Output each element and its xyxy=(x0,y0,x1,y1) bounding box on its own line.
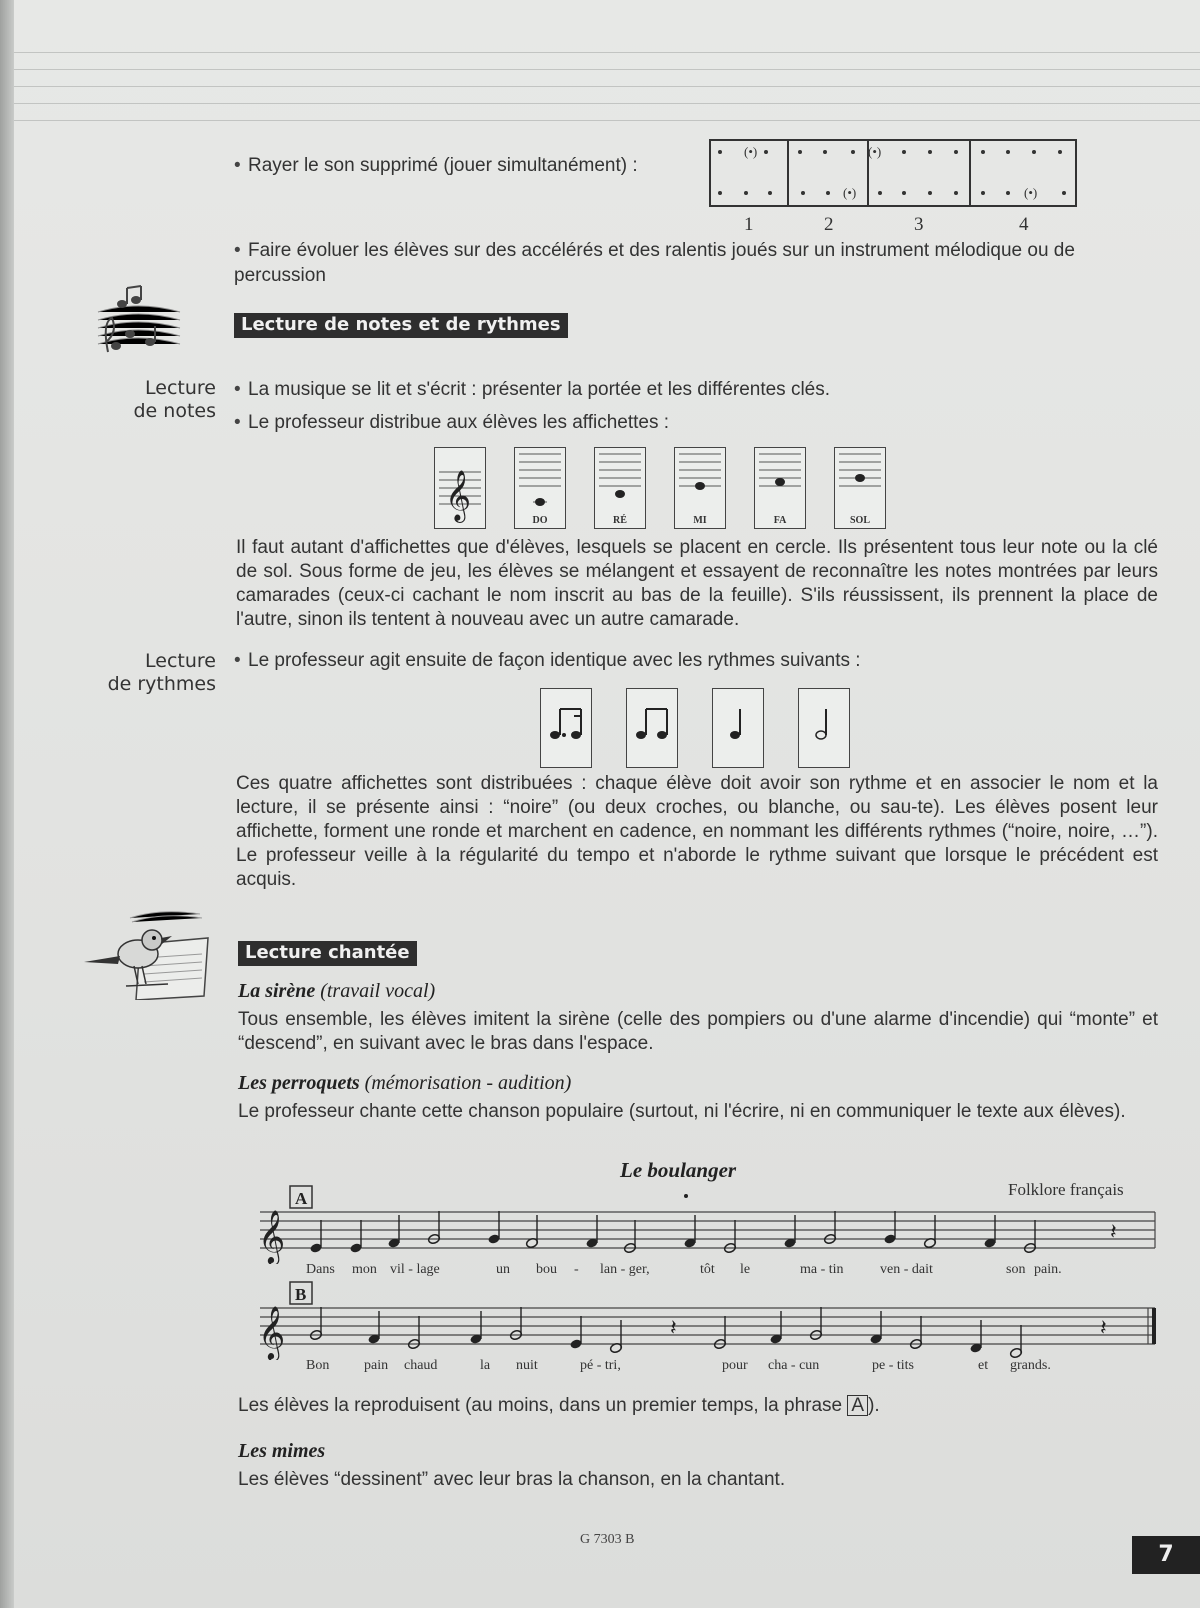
card-rhythm-croches xyxy=(626,688,678,768)
label-lecture-de-rythmes xyxy=(64,650,216,696)
bullet-affichettes-text: Le professeur distribue aux élèves les affichettes : xyxy=(248,412,670,433)
grid-paren-2: (•) xyxy=(843,185,857,200)
lyric-syllable: le xyxy=(740,1262,751,1277)
card-label-re: RÉ xyxy=(613,515,627,526)
label-notes-line1: Lecture xyxy=(145,377,216,399)
perroquets-title: Les perroquets xyxy=(238,1072,360,1094)
card-rhythm-noire xyxy=(712,688,764,768)
rest-b2-icon: 𝄽 xyxy=(1100,1316,1107,1341)
lyric-syllable: bou xyxy=(536,1262,557,1277)
card-label-do: DO xyxy=(532,515,548,526)
bullet-rayer: • Rayer le son supprimé (jouer simultanément) : xyxy=(234,155,638,176)
lyric-syllable: pé - tri, xyxy=(580,1358,621,1373)
svg-text:𝄞: 𝄞 xyxy=(258,1209,286,1263)
para-affichettes: Il faut autant d'affichettes que d'élèves, lesquels se placent en cercle. Ils présentent tous leur note ou la clé de sol. Sous forme de jeu, les élèves se mélangent et essayent de reconnaître les notes montrées par leurs camarades (ceux-ci cachant le nom inscrit au bas de la feuille). S'ils réussissent, ils prennent la place de l'autre, sinon ils tentent à nouveau avec un autre camarade. xyxy=(236,537,1158,630)
phrase-a-marker: A xyxy=(295,1189,308,1208)
card-treble-clef xyxy=(434,447,486,529)
grid-paren-1: (•) xyxy=(744,144,758,159)
card-rhythm-blanche xyxy=(798,688,850,768)
sirene-title: La sirène xyxy=(238,980,316,1002)
dotted-eighth-sixteenth-icon xyxy=(541,689,591,767)
banner-lecture-notes-rythmes: Lecture de notes et de rythmes xyxy=(234,313,568,338)
half-note-icon xyxy=(799,689,849,767)
sirene-subtitle: (travail vocal) xyxy=(320,980,436,1002)
lyric-syllable: pour xyxy=(722,1358,748,1373)
lyric-syllable: mon xyxy=(352,1262,377,1277)
grid-number-1: 1 xyxy=(744,214,754,235)
label-rythmes-line2: de rythmes xyxy=(107,673,216,695)
staff-phrase-b xyxy=(240,1280,1160,1360)
card-re xyxy=(594,447,646,529)
bullet-faire-text: Faire évoluer les élèves sur des accélérés et des ralentis joués sur un instrument mélodique ou de percussion xyxy=(234,240,1075,286)
bullet-rythmes-text: Le professeur agit ensuite de façon identique avec les rythmes suivants : xyxy=(248,650,861,671)
rhythm-grid xyxy=(708,136,1098,236)
label-lecture-de-notes xyxy=(64,377,216,423)
phrase-b-marker: B xyxy=(295,1285,307,1304)
bullet-musique-text: La musique se lit et s'écrit : présenter la portée et les différentes clés. xyxy=(248,379,831,400)
lyric-syllable: pain. xyxy=(1034,1262,1062,1277)
lyric-syllable: la xyxy=(480,1358,491,1373)
lyric-syllable: cha - cun xyxy=(768,1358,820,1373)
lyric-syllable: ma - tin xyxy=(800,1262,844,1277)
book-binding xyxy=(0,0,14,1608)
banner-lecture-chantee: Lecture chantée xyxy=(238,941,417,966)
footer-code: G 7303 B xyxy=(580,1532,635,1547)
music-notes-icon xyxy=(88,282,188,364)
bullet-rythmes: • Le professeur agit ensuite de façon identique avec les rythmes suivants : xyxy=(234,650,861,671)
card-rhythm-sautee xyxy=(540,688,592,768)
lyric-syllable: pain xyxy=(364,1358,389,1373)
para-rythmes: Ces quatre affichettes sont distribuées : chaque élève doit avoir son rythme et en associer le nom et la lecture, il se présente ainsi : “noire” (ou deux croches, ou blanche, ou sau-te). Les élèves posent leur affichette, forment une ronde et marchent en cadence, en nommant les différents rythmes (“noire, noire, …”). Le professeur veille à la régularité du tempo et n'aborde le rythme suivant que lorsque le précédent est acquis. xyxy=(236,773,1158,890)
grid-number-4: 4 xyxy=(1019,214,1029,235)
para-perroquets: Le professeur chante cette chanson populaire (surtout, ni l'écrire, ni en communiquer le texte aux élèves). xyxy=(238,1101,1126,1122)
bullet-musique: • La musique se lit et s'écrit : présenter la portée et les différentes clés. xyxy=(234,379,831,400)
grid-number-2: 2 xyxy=(824,214,834,235)
lyric-syllable: lan - ger, xyxy=(600,1262,650,1277)
rest-a-icon: 𝄽 xyxy=(1110,1220,1117,1245)
lyric-syllable: - xyxy=(574,1262,579,1277)
lyric-syllable: un xyxy=(496,1262,510,1277)
two-eighths-icon xyxy=(627,689,677,767)
svg-text:𝄞: 𝄞 xyxy=(445,470,472,521)
book-page xyxy=(14,0,1200,1608)
quarter-note-icon xyxy=(713,689,763,767)
heading-sirene xyxy=(238,980,435,1003)
grid-number-3: 3 xyxy=(914,214,924,235)
para-reproduisent xyxy=(238,1394,880,1418)
card-label-fa: FA xyxy=(773,515,787,526)
bullet-rayer-text: Rayer le son supprimé (jouer simultanément) : xyxy=(248,155,638,176)
song-origin: Folklore français xyxy=(1008,1180,1124,1199)
lyric-syllable: Bon xyxy=(306,1358,330,1373)
song-title: Le boulanger xyxy=(620,1158,737,1182)
card-label-sol: SOL xyxy=(849,515,870,526)
bullet-affichettes: • Le professeur distribue aux élèves les affichettes : xyxy=(234,412,670,433)
heading-perroquets xyxy=(238,1072,571,1095)
card-fa xyxy=(754,447,806,529)
perroquets-subtitle: (mémorisation - audition) xyxy=(364,1072,572,1094)
lyric-syllable: nuit xyxy=(516,1358,538,1373)
singing-bird-icon xyxy=(80,904,210,1000)
lyric-syllable: son xyxy=(1006,1262,1026,1277)
rest-b1-icon: 𝄽 xyxy=(670,1316,677,1341)
repro-box-a: A xyxy=(847,1395,868,1416)
repro-text-end: ). xyxy=(868,1395,880,1416)
treble-clef-icon xyxy=(435,448,485,528)
para-sirene: Tous ensemble, les élèves imitent la sirène (celle des pompiers ou d'une alarme d'incendie) qui “monte” et “descend”, en suivant avec le bras dans l'espace. xyxy=(238,1009,1158,1054)
label-notes-line2: de notes xyxy=(133,400,216,422)
lyric-syllable: et xyxy=(978,1358,989,1373)
mimes-title: Les mimes xyxy=(238,1440,326,1462)
lyric-syllable: ven - dait xyxy=(880,1262,933,1277)
para-mimes: Les élèves “dessinent” avec leur bras la chanson, en la chantant. xyxy=(238,1469,786,1490)
bullet-faire: • Faire évoluer les élèves sur des accélérés et des ralentis joués sur un instrument mélodique ou de percussion xyxy=(234,240,1075,286)
svg-text:𝄞: 𝄞 xyxy=(258,1305,286,1359)
card-sol xyxy=(834,447,886,529)
card-label-mi: MI xyxy=(693,515,707,526)
faint-staff-lines xyxy=(14,52,1200,124)
card-mi xyxy=(674,447,726,529)
staff-phrase-a xyxy=(240,1184,1160,1264)
lyric-syllable: pe - tits xyxy=(872,1358,914,1373)
phrase-b-notes xyxy=(309,1307,1022,1359)
lyric-syllable: vil - lage xyxy=(390,1262,440,1277)
label-rythmes-line1: Lecture xyxy=(145,650,216,672)
lyric-syllable: tôt xyxy=(700,1262,715,1277)
lyric-syllable: grands. xyxy=(1010,1358,1051,1373)
grid-paren-4: (•) xyxy=(1024,185,1038,200)
card-do xyxy=(514,447,566,529)
lyric-syllable: chaud xyxy=(404,1358,438,1373)
lyric-syllable: Dans xyxy=(306,1262,335,1277)
page-number: 7 xyxy=(1132,1536,1200,1574)
phrase-a-notes xyxy=(309,1211,1036,1254)
repro-text: Les élèves la reproduisent (au moins, dans un premier temps, la phrase xyxy=(238,1395,843,1416)
grid-paren-3: (•) xyxy=(868,144,882,159)
heading-mimes xyxy=(238,1440,325,1463)
